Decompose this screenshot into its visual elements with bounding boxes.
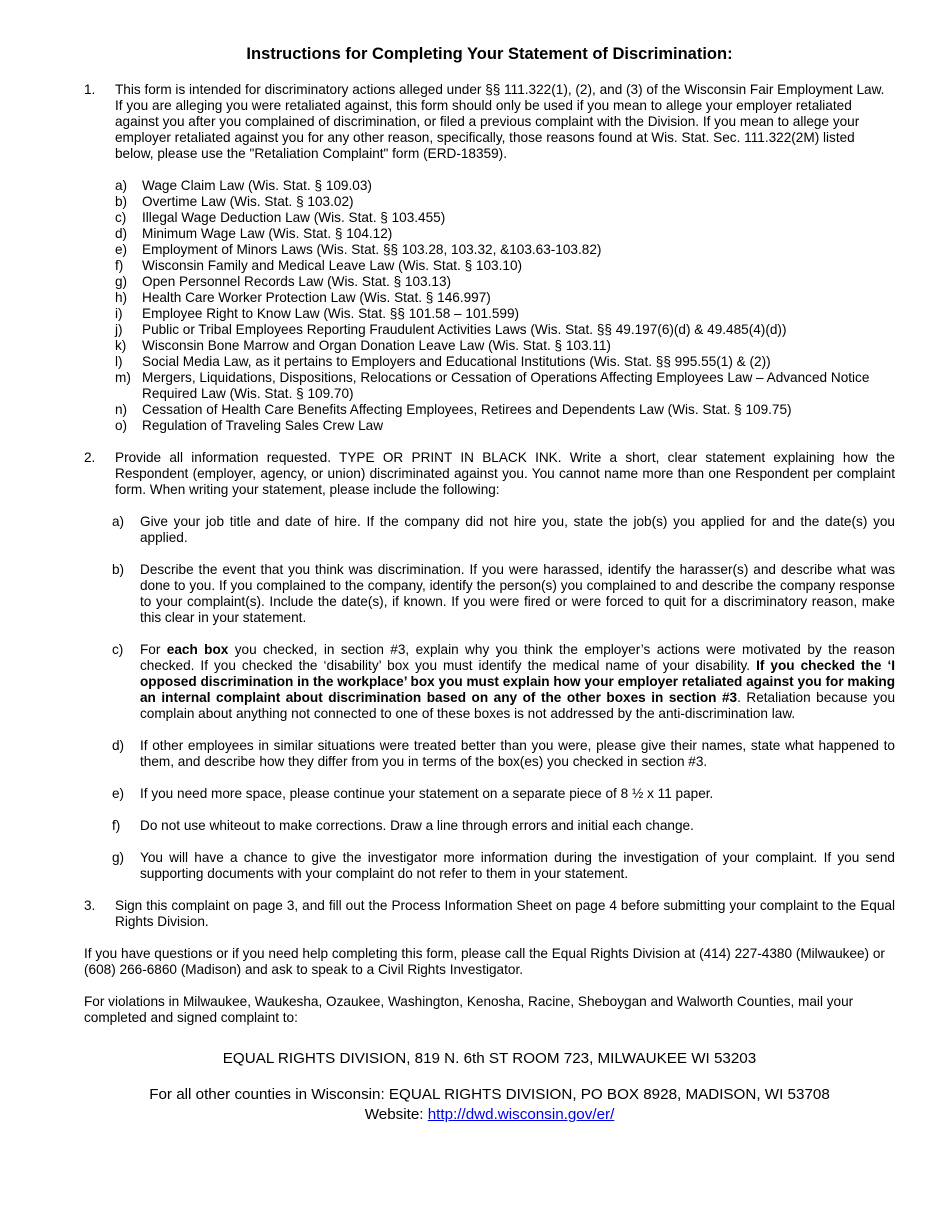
law-item-m: m) Mergers, Liquidations, Dispositions, Relocations or Cessation of Operations Affecting Employees Law – Advanced Notice Required Law (Wis. Stat. § 109.70) bbox=[115, 370, 870, 401]
law-item-b: b) Overtime Law (Wis. Stat. § 103.02) bbox=[115, 194, 354, 209]
guideline-f: f) Do not use whiteout to make corrections. Draw a line through errors and initial each change. bbox=[112, 818, 694, 833]
guideline-d: d) If other employees in similar situations were treated better than you were, please give their names, state what happened to them, and describe how they differ from you in terms of the box(es) you checked in section #3. bbox=[112, 738, 895, 769]
item-3-text: Sign this complaint on page 3, and fill out the Process Information Sheet on page 4 before submitting your complaint to the Equal Rights Division. bbox=[115, 898, 895, 929]
item-1-text: This form is intended for discriminatory actions alleged under §§ 111.322(1), (2), and (3) of the Wisconsin Fair Employment Law. If you are alleging you were retaliated against, this form should only be used if you mean to allege your employer retaliated against you after you complained of discrimination, or filed a previous complaint with the Division. If you mean to allege your employer retaliated against you for any other reason, specifically, those reasons found at Wis. Stat. Sec. 111.322(2M) listed below, please use the "Retaliation Complaint" form (ERD-18359). bbox=[115, 82, 885, 161]
website-line bbox=[84, 1105, 895, 1125]
law-item-f: f) Wisconsin Family and Medical Leave Law (Wis. Stat. § 103.10) bbox=[115, 258, 523, 273]
law-item-n: n) Cessation of Health Care Benefits Affecting Employees, Retirees and Dependents Law (Wis. Stat. § 109.75) bbox=[115, 402, 792, 417]
instructions-page bbox=[84, 44, 895, 1125]
law-item-o: o) Regulation of Traveling Sales Crew Law bbox=[115, 418, 384, 433]
retaliation-laws-list bbox=[84, 178, 895, 434]
law-item-a: a) Wage Claim Law (Wis. Stat. § 109.03) bbox=[115, 178, 372, 193]
website-link[interactable]: http://dwd.wisconsin.gov/er/ bbox=[427, 1106, 615, 1123]
law-item-j: j) Public or Tribal Employees Reporting Fraudulent Activities Laws (Wis. Stat. §§ 49.197(6)(d) & 49.485(4)(d)) bbox=[115, 322, 787, 337]
guideline-a: a) Give your job title and date of hire. If the company did not hire you, state the job(s) you applied for and the date(s) you applied. bbox=[112, 514, 895, 545]
madison-address: For all other counties in Wisconsin: EQUAL RIGHTS DIVISION, PO BOX 8928, MADISON, WI 53708 bbox=[149, 1086, 830, 1103]
guideline-e: e) If you need more space, please continue your statement on a separate piece of 8 ½ x 11 paper. bbox=[112, 786, 714, 801]
law-item-d: d) Minimum Wage Law (Wis. Stat. § 104.12) bbox=[115, 226, 393, 241]
guideline-g: g) You will have a chance to give the investigator more information during the investigation of your complaint. If you send supporting documents with your complaint do not refer to them in your statement. bbox=[112, 850, 895, 881]
law-item-g: g) Open Personnel Records Law (Wis. Stat. § 103.13) bbox=[115, 274, 452, 289]
law-item-l: l) Social Media Law, as it pertains to Employers and Educational Institutions (Wis. Stat. §§ 995.55(1) & (2)) bbox=[115, 354, 771, 369]
website-label: Website: bbox=[364, 1106, 428, 1123]
law-item-h: h) Health Care Worker Protection Law (Wis. Stat. § 146.997) bbox=[115, 290, 491, 305]
guideline-c: c) For each box you checked, in section #3, explain why you think the employer’s actions were motivated by the reason checked. If you checked the ‘disability’ box you must identify the medical name of your disability. If you checked the ‘I opposed discrimination in the workplace’ box you must explain how your employer retaliated against you for making an internal complaint about discrimination based on any of the other boxes in section #3. Retaliation because you complain about anything not connected to one of these boxes is not addressed by the anti-discrimination law. bbox=[112, 642, 896, 721]
statement-guidelines-list bbox=[84, 514, 895, 882]
item-number: 1. bbox=[84, 82, 96, 97]
item-number: 2. bbox=[84, 450, 96, 465]
instruction-item-2 bbox=[84, 450, 895, 498]
guideline-b: b) Describe the event that you think was discrimination. If you were harassed, identify the harasser(s) and describe what was done to you. If you complained to the company, identify the person(s) you complained to and describe the company response to your complaint(s). Include the date(s), if known. If you were fired or were forced to quit for a discriminatory reason, make this clear in your statement. bbox=[112, 562, 895, 625]
questions-paragraph: If you have questions or if you need help completing this form, please call the Equal Rights Division at (414) 227-4380 (Milwaukee) or (608) 266-6860 (Madison) and ask to speak to a Civil Rights Investigator. bbox=[84, 946, 885, 977]
violations-paragraph: For violations in Milwaukee, Waukesha, Ozaukee, Washington, Kenosha, Racine, Sheboygan and Walworth Counties, mail your completed and signed complaint to: bbox=[84, 994, 854, 1025]
item-number: 3. bbox=[84, 898, 96, 913]
law-item-c: c) Illegal Wage Deduction Law (Wis. Stat. § 103.455) bbox=[115, 210, 446, 225]
page-title: Instructions for Completing Your Statement of Discrimination: bbox=[246, 45, 733, 63]
law-item-k: k) Wisconsin Bone Marrow and Organ Donation Leave Law (Wis. Stat. § 103.11) bbox=[115, 338, 611, 353]
law-item-e: e) Employment of Minors Laws (Wis. Stat. §§ 103.28, 103.32, &103.63-103.82) bbox=[115, 242, 602, 257]
instruction-item-3 bbox=[84, 898, 895, 930]
law-item-i: i) Employee Right to Know Law (Wis. Stat. §§ 101.58 – 101.599) bbox=[115, 306, 520, 321]
item-2-text: Provide all information requested. TYPE OR PRINT IN BLACK INK. Write a short, clear statement explaining how the Respondent (employer, agency, or union) discriminated against you. You cannot name more than one Respondent per complaint form. When writing your statement, please include the following: bbox=[115, 450, 895, 497]
instruction-item-1 bbox=[84, 82, 895, 162]
milwaukee-address: EQUAL RIGHTS DIVISION, 819 N. 6th ST ROOM 723, MILWAUKEE WI 53203 bbox=[222, 1050, 757, 1067]
